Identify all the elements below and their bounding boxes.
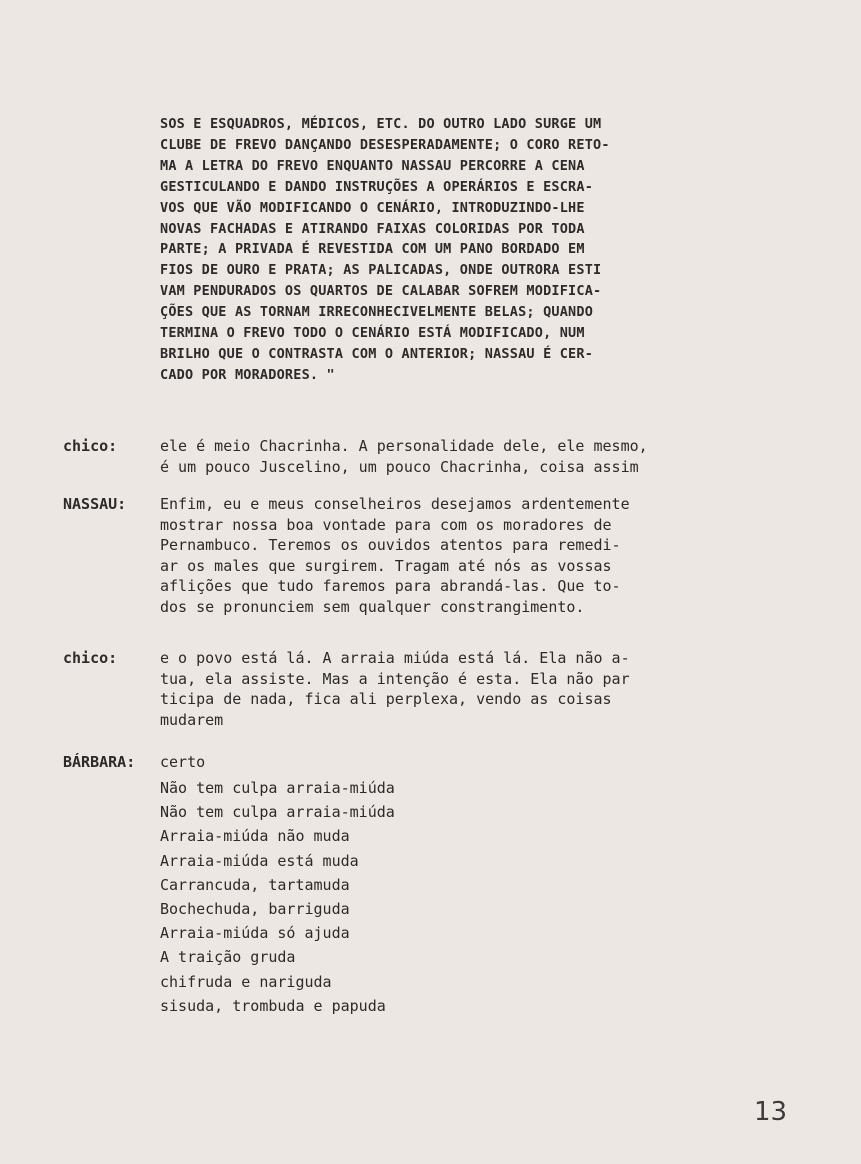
stage-line: PARTE; A PRIVADA É REVESTIDA COM UM PANO BORDADO EM [160, 241, 585, 258]
lyric-line: chifruda e nariguda [160, 972, 332, 991]
dialogue-line: ticipa de nada, fica ali perplexa, vendo as coisas [160, 690, 612, 708]
speaker-label: BÁRBARA: [63, 753, 136, 771]
lyric-line: Não tem culpa arraia-miúda [160, 803, 395, 822]
stage-line: MA A LETRA DO FREVO ENQUANTO NASSAU PERCORRE A CENA [160, 157, 585, 174]
stage-line: TERMINA O FREVO TODO O CENÁRIO ESTÁ MODIFICADO, NUM [160, 325, 585, 342]
dialogue-line: tua, ela assiste. Mas a intenção é esta. Ela não par [160, 669, 630, 688]
dialogue-line: mostrar nossa boa vontade para com os moradores de [160, 515, 612, 534]
stage-line: CADO POR MORADORES. " [160, 366, 335, 383]
dialogue-line: dos se pronunciem sem qualquer constrangimento. [160, 597, 585, 616]
stage-line: NOVAS FACHADAS E ATIRANDO FAIXAS COLORIDAS POR TODA [160, 220, 585, 237]
dialogue-chico-1 [63, 436, 803, 477]
dialogue-line: aflições que tudo faremos para abrandá-las. Que to- [160, 577, 621, 595]
lyric-line: Arraia-miúda não muda [160, 827, 350, 846]
lyric-line: sisuda, trombuda e papuda [160, 996, 386, 1015]
dialogue-line: e o povo está lá. A arraia miúda está lá. Ela não a- [160, 649, 630, 667]
lyric-line: Bochechuda, barriguda [160, 900, 350, 919]
dialogue-line: mudarem [160, 710, 224, 729]
dialogue-nassau [63, 494, 803, 617]
stage-line: VOS QUE VÃO MODIFICANDO O CENÁRIO, INTRODUZINDO-LHE [160, 199, 585, 216]
lyric-line: Não tem culpa arraia-miúda [160, 779, 395, 797]
speaker-label: chico: [63, 649, 118, 667]
lyric-line: Arraia-miúda está muda [160, 851, 359, 870]
stage-line: FIOS DE OURO E PRATA; AS PALICADAS, ONDE OUTRORA ESTI [160, 262, 602, 279]
stage-line: SOS E ESQUADROS, MÉDICOS, ETC. DO OUTRO LADO SURGE UM [160, 116, 602, 132]
song-lyrics [160, 776, 395, 1018]
dialogue-line: certo [160, 753, 206, 771]
dialogue-barbara [63, 752, 803, 773]
page-number: 13 [754, 1097, 788, 1127]
stage-line: ÇÕES QUE AS TORNAM IRRECONHECIVELMENTE BELAS; QUANDO [160, 304, 594, 321]
lyric-line: Carrancuda, tartamuda [160, 875, 350, 894]
dialogue-line: ele é meio Chacrinha. A personalidade dele, ele mesmo, [160, 437, 648, 455]
lyric-line: A traição gruda [160, 948, 296, 967]
stage-line: CLUBE DE FREVO DANÇANDO DESESPERADAMENTE; O CORO RETO- [160, 136, 610, 153]
dialogue-line: ar os males que surgirem. Tragam até nós as vossas [160, 556, 612, 575]
dialogue-chico-2 [63, 648, 803, 730]
dialogue-line: é um pouco Juscelino, um pouco Chacrinha, coisa assim [160, 457, 639, 476]
speaker-label: chico: [63, 437, 118, 455]
speaker-label: NASSAU: [63, 495, 127, 513]
stage-line: GESTICULANDO E DANDO INSTRUÇÕES A OPERÁRIOS E ESCRA- [160, 178, 594, 195]
stage-line: BRILHO QUE O CONTRASTA COM O ANTERIOR; NASSAU É CER- [160, 345, 594, 362]
stage-line: VAM PENDURADOS OS QUARTOS DE CALABAR SOFREM MODIFICA- [160, 283, 602, 300]
stage-direction [160, 114, 800, 386]
lyric-line: Arraia-miúda só ajuda [160, 924, 350, 943]
dialogue-line: Enfim, eu e meus conselheiros desejamos ardentemente [160, 495, 630, 513]
dialogue-line: Pernambuco. Teremos os ouvidos atentos para remedi- [160, 536, 621, 554]
